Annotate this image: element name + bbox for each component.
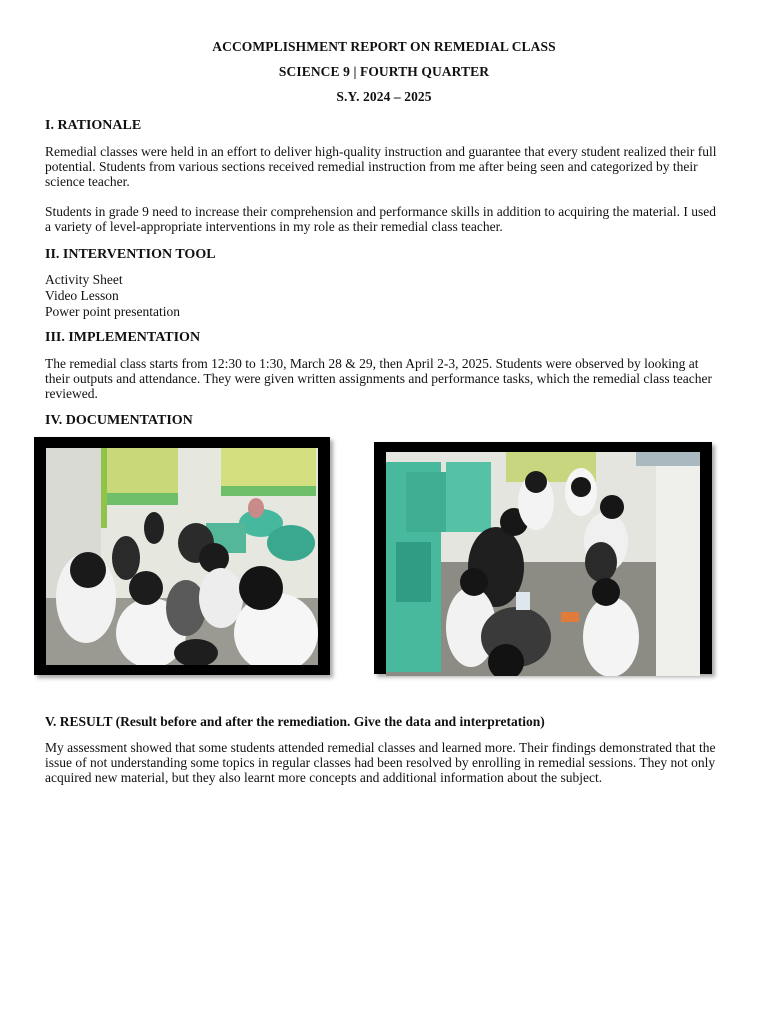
result-heading: V. RESULT (Result before and after the remediation. Give the data and interpretation) — [45, 714, 545, 729]
intervention-item: Video Lesson — [45, 288, 119, 303]
intervention-list — [45, 272, 725, 320]
implementation-paragraph: The remedial class starts from 12:30 to 1:30, March 28 & 29, then April 2-3, 2025. Students were observed by looking at their outputs and attendance. They were given written assignments and performance tasks, which the remedial class teacher reviewed. — [45, 356, 713, 401]
documentation-heading: IV. DOCUMENTATION — [45, 413, 193, 428]
rationale-heading: I. RATIONALE — [45, 118, 142, 133]
report-title: ACCOMPLISHMENT REPORT ON REMEDIAL CLASS — [212, 39, 556, 54]
documentation-photo-2-frame — [374, 442, 712, 674]
rationale-paragraph-2: Students in grade 9 need to increase their comprehension and performance skills in addition to acquiring the material. I used a variety of level-appropriate interventions in my role as their remedial class teacher. — [45, 204, 717, 234]
documentation-photo-1-frame — [34, 437, 330, 675]
rationale-paragraph-1: Remedial classes were held in an effort to deliver high-quality instruction and guarantee that every student realized their full potential. Students from various sections received remedial instruction from me after being seen and categorized by their science teacher. — [45, 144, 717, 189]
implementation-heading: III. IMPLEMENTATION — [45, 330, 201, 345]
intervention-item: Power point presentation — [45, 304, 180, 319]
documentation-photo-1 — [46, 448, 318, 665]
intervention-heading: II. INTERVENTION TOOL — [45, 247, 216, 262]
documentation-photo-2 — [386, 452, 700, 676]
school-year: S.Y. 2024 – 2025 — [336, 89, 432, 104]
result-paragraph: My assessment showed that some students attended remedial classes and learned more. Their findings demonstrated that the issue of not understanding some topics in regular classes had been resolved by enrolling in remedial sessions. They not only acquired new material, but they also learnt more concepts and additional information about the subject. — [45, 740, 716, 785]
intervention-item: Activity Sheet — [45, 272, 123, 287]
report-subtitle: SCIENCE 9 | FOURTH QUARTER — [278, 64, 490, 79]
